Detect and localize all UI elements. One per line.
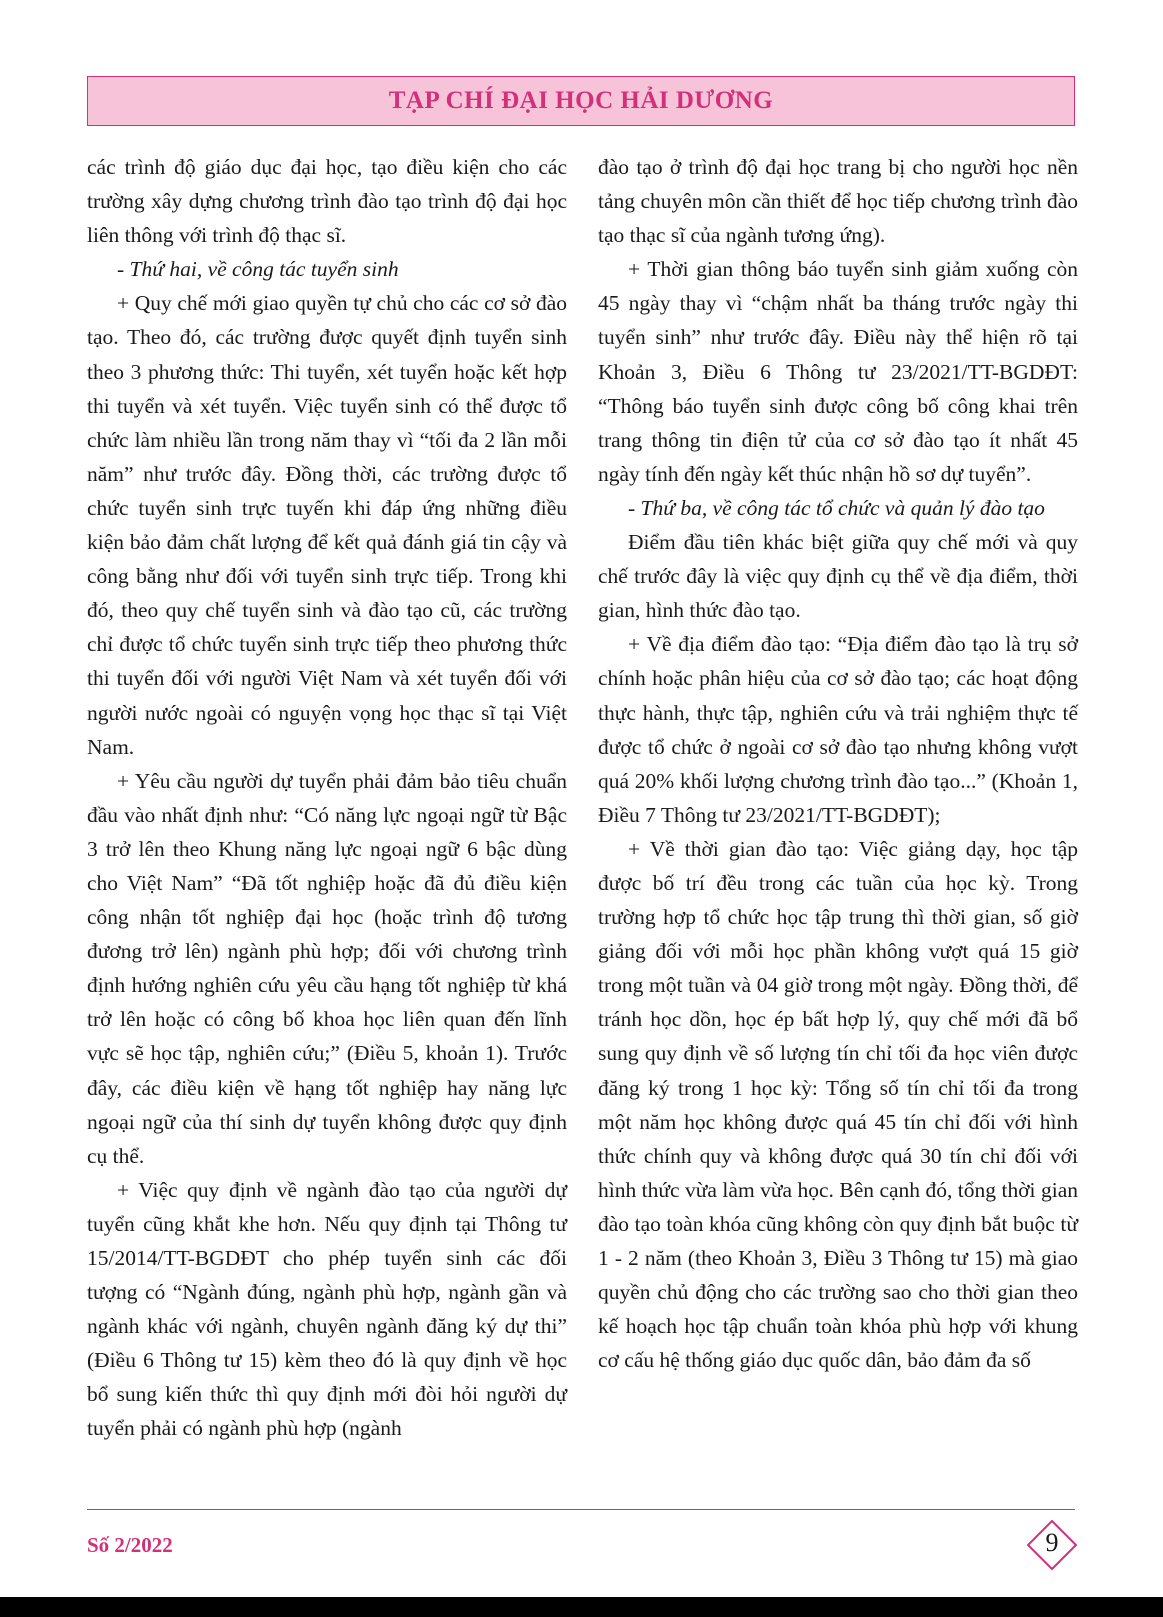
section-subheading: - Thứ ba, về công tác tổ chức và quản lý đào tạo — [628, 495, 1045, 520]
journal-title: TẠP CHÍ ĐẠI HỌC HẢI DƯƠNG — [388, 87, 774, 114]
paragraph: Điểm đầu tiên khác biệt giữa quy chế mới và quy chế trước đây là việc quy định cụ thể về địa điểm, thời gian, hình thức đào tạo. — [598, 530, 1078, 623]
footer-divider — [87, 1509, 1075, 1510]
paragraph: + Về thời gian đào tạo: Việc giảng dạy, học tập được bố trí đều trong các tuần của học kỳ. Trong trường hợp tổ chức học tập trung thì thời gian, số giờ giảng đối với mỗi học phần không vượt quá 15 giờ trong một tuần và 04 giờ trong một ngày. Đồng thời, để tránh học dồn, học ép bất hợp lý, quy chế mới đã bổ sung quy định về số lượng tín chỉ tối đa học viên được đăng ký trong 1 học kỳ: Tổng số tín chỉ tối đa trong một năm học không được quá 45 tín chỉ đối với hình thức chính quy và không được quá 30 tín chỉ đối với hình thức vừa làm vừa học. Bên cạnh đó, tổng thời gian đào tạo toàn khóa cũng không còn quy định bắt buộc từ 1 - 2 năm (theo Khoản 3, Điều 3 Thông tư 15) mà giao quyền chủ động cho các trường sao cho thời gian theo kế hoạch học tập chuẩn toàn khóa phù hợp với khung cơ cấu hệ thống giáo dục quốc dân, bảo đảm đa số — [598, 836, 1078, 1373]
paragraph: + Thời gian thông báo tuyển sinh giảm xuống còn 45 ngày thay vì “chậm nhất ba tháng trước ngày thi tuyển sinh” như trước đây. Điều này thể hiện rõ tại Khoản 3, Điều 6 Thông tư 23/2021/TT-BGDĐT: “Thông báo tuyển sinh được công bố công khai trên trang thông tin điện tử của cơ sở đào tạo ít nhất 45 ngày tính đến ngày kết thúc nhận hồ sơ dự tuyển”. — [598, 257, 1078, 486]
paragraph: + Yêu cầu người dự tuyển phải đảm bảo tiêu chuẩn đầu vào nhất định như: “Có năng lực ngoại ngữ từ Bậc 3 trở lên theo Khung năng lực ngoại ngữ 6 bậc dùng cho Việt Nam” “Đã tốt nghiệp hoặc đã đủ điều kiện công nhận tốt nghiệp đại học (hoặc trình độ tương đương trở lên) ngành phù hợp; đối với chương trình định hướng nghiên cứu yêu cầu hạng tốt nghiệp từ khá trở lên hoặc có công bố khoa học liên quan đến lĩnh vực sẽ học tập, nghiên cứu;” (Điều 5, khoản 1). Trước đây, các điều kiện về hạng tốt nghiệp hay năng lực ngoại ngữ của thí sinh dự tuyển không được quy định cụ thể. — [87, 768, 567, 1168]
paragraph: + Quy chế mới giao quyền tự chủ cho các cơ sở đào tạo. Theo đó, các trường được quyết định tuyển sinh theo 3 phương thức: Thi tuyển, xét tuyển hoặc kết hợp thi tuyển và xét tuyển. Việc tuyển sinh có thể được tổ chức làm nhiều lần trong năm thay vì “tối đa 2 lần mỗi năm” như trước đây. Đồng thời, các trường được tổ chức tuyển sinh trực tuyến khi đáp ứng những điều kiện bảo đảm chất lượng để kết quả đánh giá tin cậy và công bằng như đối với tuyển sinh trực tiếp. Trong khi đó, theo quy chế tuyển sinh và đào tạo cũ, các trường chỉ được tổ chức tuyển sinh trực tiếp theo phương thức thi tuyển đối với người Việt Nam và xét tuyển đối với người nước ngoài có nguyện vọng học thạc sĩ tại Việt Nam. — [87, 291, 567, 759]
journal-header — [87, 76, 1075, 126]
section-subheading: - Thứ hai, về công tác tuyển sinh — [117, 257, 399, 282]
issue-label: Số 2/2022 — [87, 1533, 173, 1557]
bottom-edge-bar — [0, 1597, 1163, 1617]
paragraph: + Việc quy định về ngành đào tạo của người dự tuyển cũng khắt khe hơn. Nếu quy định tại Thông tư 15/2014/TT-BGDĐT cho phép tuyển sinh các đối tượng có “Ngành đúng, ngành phù hợp, ngành gần và ngành khác với ngành, chuyên ngành đăng ký dự thi” (Điều 6 Thông tư 15) kèm theo đó là quy định về học bổ sung kiến thức thì quy định mới đòi hỏi người dự tuyển phải có ngành phù hợp (ngành — [87, 1177, 567, 1441]
paragraph: + Về địa điểm đào tạo: “Địa điểm đào tạo là trụ sở chính hoặc phân hiệu của cơ sở đào tạo; các hoạt động thực hành, thực tập, nghiên cứu và trải nghiệm thực tế được tổ chức ở ngoài cơ sở đào tạo nhưng không vượt quá 20% khối lượng chương trình đào tạo...” (Khoản 1, Điều 7 Thông tư 23/2021/TT-BGDĐT); — [598, 632, 1078, 827]
left-column — [87, 150, 567, 1446]
right-column — [598, 150, 1078, 1377]
paragraph: các trình độ giáo dục đại học, tạo điều kiện cho các trường xây dựng chương trình đào tạo trình độ đại học liên thông với trình độ thạc sĩ. — [87, 155, 567, 248]
page-number: 9 — [1045, 1528, 1059, 1557]
paragraph: đào tạo ở trình độ đại học trang bị cho người học nền tảng chuyên môn cần thiết để học tiếp chương trình đào tạo thạc sĩ của ngành tương ứng). — [598, 155, 1078, 248]
